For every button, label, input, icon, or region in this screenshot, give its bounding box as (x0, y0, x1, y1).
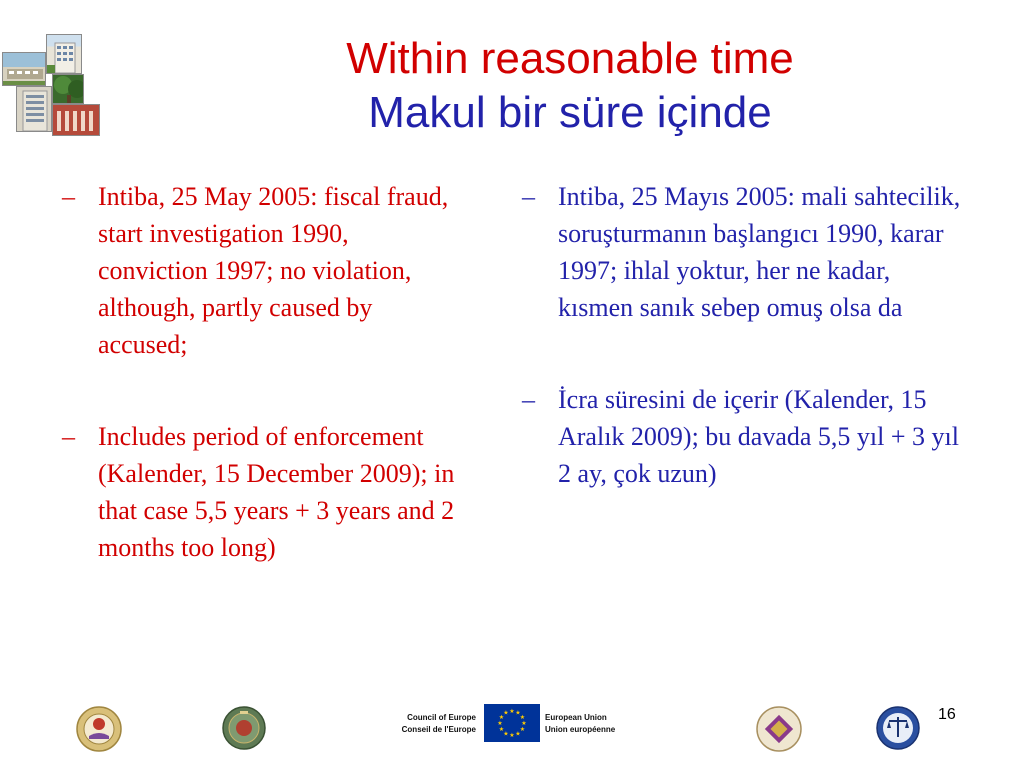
eu-label-en: European Union (545, 713, 607, 722)
svg-text:★: ★ (515, 730, 521, 738)
council-of-europe-logo (396, 712, 476, 736)
title-english: Within reasonable time (346, 34, 794, 83)
court-seal-icon (222, 706, 266, 750)
footer-logos (0, 690, 1024, 768)
svg-text:★: ★ (509, 732, 515, 739)
list-item-text: Includes period of enforcement (Kalender, 15 December 2009); in that case 5,5 years + 3 years and 2 months too long) (98, 422, 455, 562)
turkish-column (522, 178, 962, 547)
list-item (522, 178, 962, 326)
building-collage-logo (2, 34, 100, 134)
bullet-dash: – (62, 422, 75, 451)
bullet-dash: – (522, 385, 535, 414)
svg-text:★: ★ (503, 730, 509, 738)
svg-text:★: ★ (503, 709, 509, 717)
list-item (62, 178, 462, 363)
english-column (62, 178, 462, 621)
academy-emblem-icon (756, 706, 802, 752)
svg-text:★: ★ (519, 726, 526, 733)
svg-text:★: ★ (519, 714, 526, 721)
eu-flag-icon (484, 704, 540, 742)
list-item-text: Intiba, 25 May 2005: fiscal fraud, start investigation 1990, conviction 1997; no violation, although, partly caused by accused; (98, 182, 449, 359)
bullet-dash: – (62, 182, 75, 211)
svg-text:★: ★ (509, 708, 515, 715)
title-turkish: Makul bir süre içinde (368, 88, 772, 137)
slide-title (150, 32, 990, 140)
justice-scales-emblem-icon (876, 706, 920, 750)
list-item (62, 418, 462, 566)
svg-text:★: ★ (521, 720, 527, 727)
list-item-text: İcra süresini de içerir (Kalender, 15 Aralık 2009); bu davada 5,5 yıl + 3 yıl 2 ay, çok uzun) (558, 385, 959, 488)
bullet-dash: – (522, 182, 535, 211)
page-number: 16 (938, 706, 956, 723)
coe-label-fr: Conseil de l'Europe (401, 725, 476, 734)
eu-label-fr: Union européenne (545, 725, 616, 734)
svg-text:★: ★ (498, 726, 505, 733)
svg-text:★: ★ (498, 714, 505, 721)
svg-text:★: ★ (515, 709, 521, 717)
university-seal-icon (76, 706, 122, 752)
european-union-label (545, 712, 645, 736)
svg-text:★: ★ (497, 720, 503, 727)
coe-label-en: Council of Europe (407, 713, 476, 722)
list-item-text: Intiba, 25 Mayıs 2005: mali sahtecilik, soruşturmanın başlangıcı 1990, karar 1997; ihlal yoktur, her ne kadar, kısmen sanık sebep omuş olsa da (558, 182, 961, 322)
list-item (522, 381, 962, 492)
